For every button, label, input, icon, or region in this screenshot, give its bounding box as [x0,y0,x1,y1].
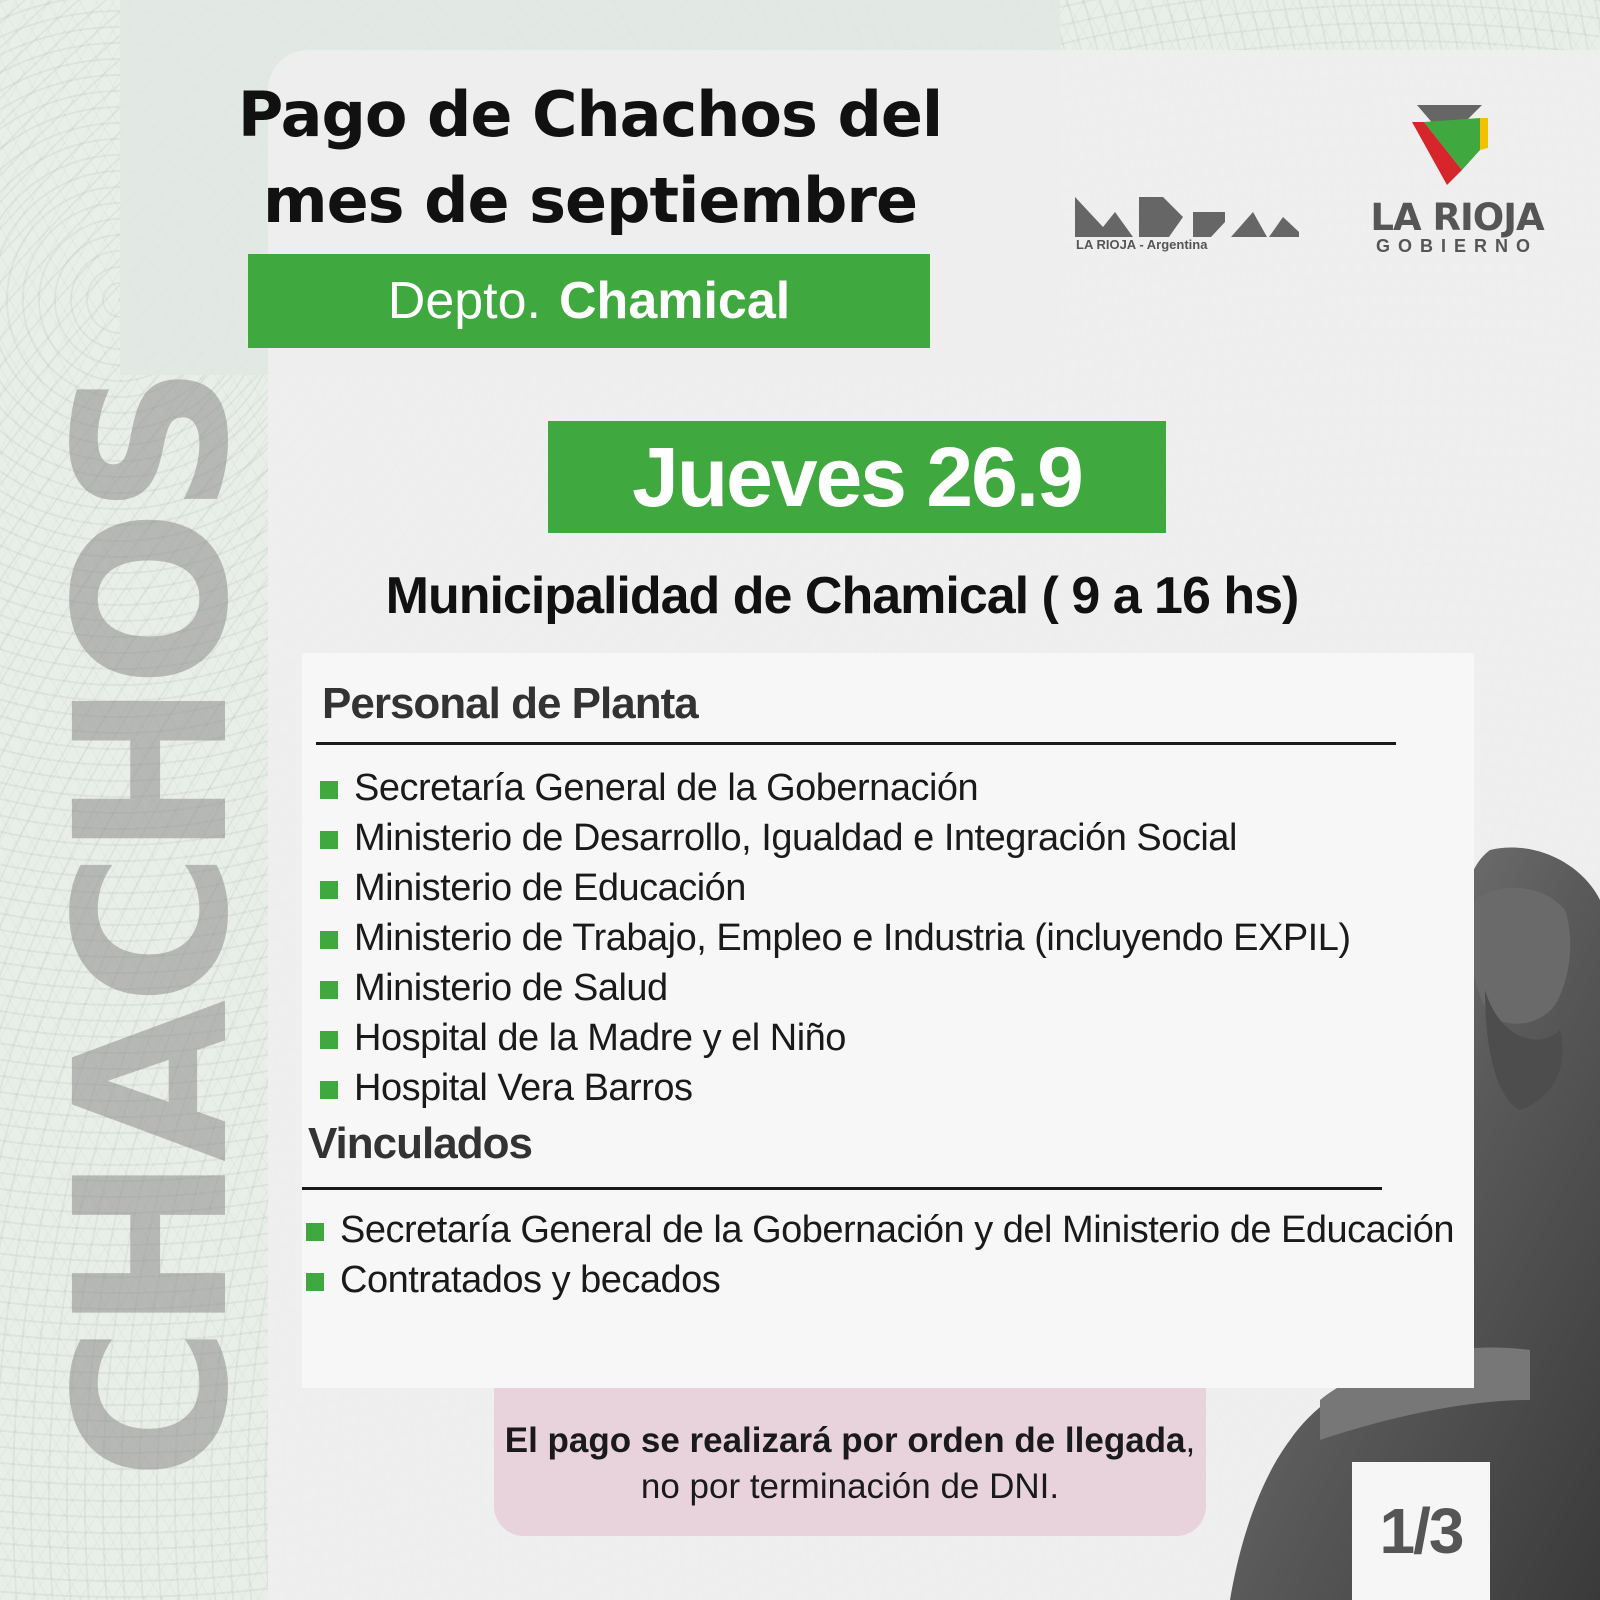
bullet-icon [320,1031,338,1049]
la-rioja-wordmark-icon [1073,192,1303,242]
note-rest: no por terminación de DNI. [640,1467,1060,1506]
vinculados-list [306,1205,1454,1305]
list-item: Secretaría General de la Gobernación [320,763,1351,813]
section-title-vinculados: Vinculados [308,1119,532,1168]
bullet-icon [320,931,338,949]
note-comma: , [1185,1421,1196,1460]
bullet-icon [320,831,338,849]
list-item: Hospital Vera Barros [320,1063,1351,1113]
list-item: Ministerio de Desarrollo, Igualdad e Integración Social [320,813,1351,863]
page-title [150,72,1030,244]
list-item: Ministerio de Salud [320,963,1351,1013]
section-divider [302,1187,1382,1190]
date-badge: Jueves 26.9 [548,421,1166,533]
gobierno-logo-sub: GOBIERNO [1375,236,1538,256]
la-rioja-argentina-caption: LA RIOJA - Argentina [1076,237,1208,252]
bullet-icon [306,1223,324,1241]
section-title-planta: Personal de Planta [322,679,698,728]
list-item: Hospital de la Madre y el Niño [320,1013,1351,1063]
department-badge [248,254,930,348]
list-card [302,653,1474,1388]
title-line-2: mes de septiembre [262,164,918,237]
gobierno-emblem-icon [1362,100,1552,195]
la-rioja-gobierno-logo [1362,100,1552,260]
bullet-icon [320,981,338,999]
gobierno-logo-name: LA RIOJA [1370,196,1544,239]
list-item: Secretaría General de la Gobernación y del Ministerio de Educación [306,1205,1454,1255]
bullet-icon [306,1273,324,1291]
list-item: Ministerio de Educación [320,863,1351,913]
background-word: CHACHOS [30,369,275,1480]
section-divider [316,742,1396,745]
location-line: Municipalidad de Chamical ( 9 a 16 hs) [385,567,1299,625]
payment-note [494,1388,1206,1536]
la-rioja-argentina-logo [1073,192,1303,262]
department-name: Chamical [559,272,791,330]
department-prefix: Depto. [387,272,541,330]
bullet-icon [320,1081,338,1099]
list-item: Contratados y becados [306,1255,1454,1305]
note-strong: El pago se realizará por orden de llegada [504,1421,1186,1460]
list-item: Ministerio de Trabajo, Empleo e Industria (incluyendo EXPIL) [320,913,1351,963]
planta-list [320,763,1351,1113]
title-line-1: Pago de Chachos del [237,78,943,151]
bullet-icon [320,881,338,899]
page-indicator: 1/3 [1352,1462,1490,1600]
bullet-icon [320,781,338,799]
